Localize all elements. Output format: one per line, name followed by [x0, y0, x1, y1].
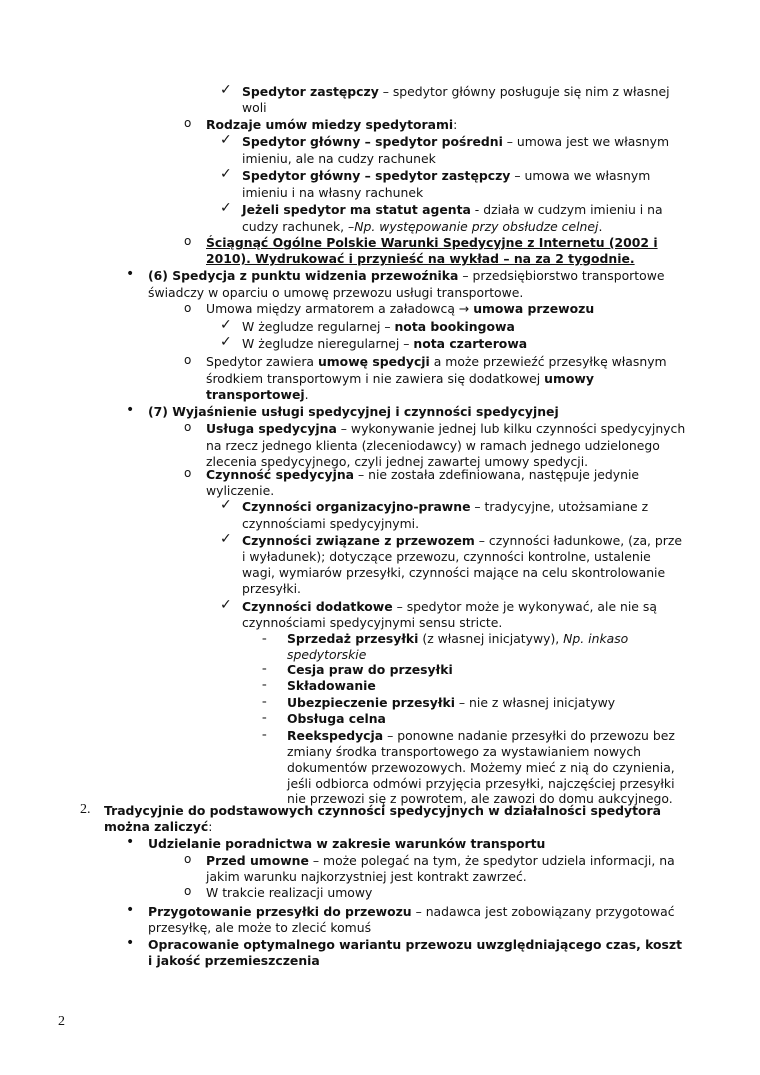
list-item: Obsługa celna: [287, 711, 386, 726]
list-item: Czynności organizacyjno-prawne – tradycyjne, utożsamiane z: [242, 499, 649, 514]
list-item-continuation: czynnościami spedycyjnymi sensu stricte.: [242, 615, 503, 630]
list-item: Cesja praw do przesyłki: [287, 662, 453, 677]
bullet-icon: •: [126, 834, 135, 850]
list-item-continuation: imieniu, ale na cudzy rachunek: [242, 151, 436, 166]
list-item: (7) Wyjaśnienie usługi spedycyjnej i czynności spedycyjnej: [148, 404, 559, 419]
list-item: W żegludze nieregularnej – nota czarterowa: [242, 336, 528, 351]
list-item-continuation: woli: [242, 100, 267, 115]
list-item: Przygotowanie przesyłki do przewozu – nadawca jest zobowiązany przygotować: [148, 904, 675, 919]
list-item-continuation: imieniu i na własny rachunek: [242, 185, 424, 200]
list-item-continuation: na rzecz jednego klienta (zleceniodawcy) w ramach jednego udzielonego: [206, 438, 660, 453]
dash-bullet: -: [262, 631, 267, 646]
bullet-icon: •: [126, 902, 135, 918]
arrow-right-icon: →: [458, 301, 474, 316]
checkmark-icon: ✓: [220, 497, 232, 513]
checkmark-icon: ✓: [220, 200, 232, 216]
checkmark-icon: ✓: [220, 531, 232, 547]
circle-bullet-icon: o: [184, 884, 192, 898]
list-item-continuation: nie przewozi się z powrotem, ale zawozi do domu aukcyjnego.: [287, 791, 673, 806]
list-item: Spedytor zawiera umowę spedycji a może przewieźć przesyłkę własnym: [206, 354, 667, 369]
dash-bullet: -: [262, 710, 267, 725]
list-item: Opracowanie optymalnego wariantu przewozu uwzględniającego czas, koszt: [148, 937, 683, 952]
list-item-continuation: świadczy w oparciu o umowę przewozu usługi transportowe.: [148, 285, 524, 300]
circle-bullet-icon: o: [184, 420, 192, 434]
list-item-continuation: można zaliczyć:: [104, 819, 213, 834]
list-item-continuation: jakim warunku najkorzystniej jest kontrakt zawrzeć.: [206, 869, 527, 884]
bullet-icon: •: [126, 266, 135, 282]
list-item: Udzielanie poradnictwa w zakresie warunków transportu: [148, 836, 546, 851]
checkmark-icon: ✓: [220, 132, 232, 148]
list-item-continuation: środkiem transportowym i nie zawiera się dodatkowej umowy: [206, 371, 594, 386]
list-item-continuation: i jakość przemieszczenia: [148, 953, 320, 968]
checkmark-icon: ✓: [220, 82, 232, 98]
circle-bullet-icon: o: [184, 466, 192, 480]
dash-bullet: -: [262, 661, 267, 676]
list-item: Spedytor zastępczy – spedytor główny posługuje się nim z własnej: [242, 84, 670, 99]
list-item-continuation: przesyłki.: [242, 581, 301, 596]
list-item: Ubezpieczenie przesyłki – nie z własnej inicjatywy: [287, 695, 616, 710]
list-item: Reekspedycja – ponowne nadanie przesyłki do przewozu bez: [287, 728, 675, 743]
dash-bullet: -: [262, 694, 267, 709]
list-item: Przed umowne – może polegać na tym, że spedytor udziela informacji, na: [206, 853, 675, 868]
list-item: Jeżeli spedytor ma statut agenta - działa w cudzym imieniu i na: [242, 202, 663, 217]
list-item: Usługa spedycyjna – wykonywanie jednej lub kilku czynności spedycyjnych: [206, 421, 686, 436]
list-item: (6) Spedycja z punktu widzenia przewoźnika – przedsiębiorstwo transportowe: [148, 268, 665, 283]
list-item-continuation: czynnościami spedycyjnymi.: [242, 516, 420, 531]
list-item-continuation: spedytorskie: [287, 647, 367, 662]
list-item-continuation: przesyłkę, ale może to zlecić komuś: [148, 920, 372, 935]
list-item: Ściągnąć Ogólne Polskie Warunki Spedycyjne z Internetu (2002 i: [206, 235, 658, 250]
checkmark-icon: ✓: [220, 597, 232, 613]
circle-bullet-icon: o: [184, 852, 192, 866]
page-number: 2: [58, 1014, 65, 1029]
list-item: Czynność spedycyjna – nie została zdefiniowana, następuje jedynie: [206, 467, 640, 482]
list-item-continuation: transportowej.: [206, 387, 309, 402]
list-item-continuation: zlecenia spedycyjnego, czyli jednej zawartej umowy spedycji.: [206, 454, 589, 469]
list-item-continuation: wagi, wymiarów przesyłki, czynności mające na celu skontrolowanie: [242, 565, 666, 580]
bullet-icon: •: [126, 935, 135, 951]
dash-bullet: -: [262, 727, 267, 742]
checkmark-icon: ✓: [220, 317, 232, 333]
list-item: W żegludze regularnej – nota bookingowa: [242, 319, 515, 334]
checkmark-icon: ✓: [220, 334, 232, 350]
list-item: W trakcie realizacji umowy: [206, 885, 373, 900]
list-item: Tradycyjnie do podstawowych czynności spedycyjnych w działalności spedytora: [104, 803, 662, 818]
list-item-continuation: dokumentów przewozowych. Możemy mieć z nią do czynienia,: [287, 760, 675, 775]
dash-bullet: -: [262, 677, 267, 692]
list-item-continuation: 2010). Wydrukować i przynieść na wykład – na za 2 tygodnie.: [206, 251, 635, 266]
list-item: Rodzaje umów miedzy spedytorami:: [206, 117, 458, 132]
bullet-icon: •: [126, 402, 135, 418]
list-item: Spedytor główny – spedytor pośredni – umowa jest we własnym: [242, 134, 670, 149]
list-item: Umowa między armatorem a załadowcą → umowa przewozu: [206, 301, 595, 316]
list-item-continuation: wyliczenie.: [206, 483, 275, 498]
list-item: Sprzedaż przesyłki (z własnej inicjatywy), Np. inkaso: [287, 631, 629, 646]
list-item-continuation: cudzy rachunek, –Np. występowanie przy obsłudze celnej.: [242, 219, 603, 234]
list-item: Spedytor główny – spedytor zastępczy – umowa we własnym: [242, 168, 651, 183]
list-item-continuation: jeśli odbiorca odmówi przyjęcia przesyłki, najczęściej przesyłki: [287, 776, 675, 791]
list-item-continuation: zmiany środka transportowego za wystawianiem nowych: [287, 744, 641, 759]
list-item: Czynności dodatkowe – spedytor może je wykonywać, ale nie są: [242, 599, 657, 614]
list-item: Składowanie: [287, 678, 376, 693]
list-number: 2.: [80, 802, 91, 817]
circle-bullet-icon: o: [184, 234, 192, 248]
checkmark-icon: ✓: [220, 166, 232, 182]
circle-bullet-icon: o: [184, 301, 192, 315]
circle-bullet-icon: o: [184, 353, 192, 367]
circle-bullet-icon: o: [184, 116, 192, 130]
list-item: Czynności związane z przewozem – czynności ładunkowe, (za, prze: [242, 533, 682, 548]
list-item-continuation: i wyładunek); dotyczące przewozu, czynności kontrolne, ustalenie: [242, 549, 651, 564]
